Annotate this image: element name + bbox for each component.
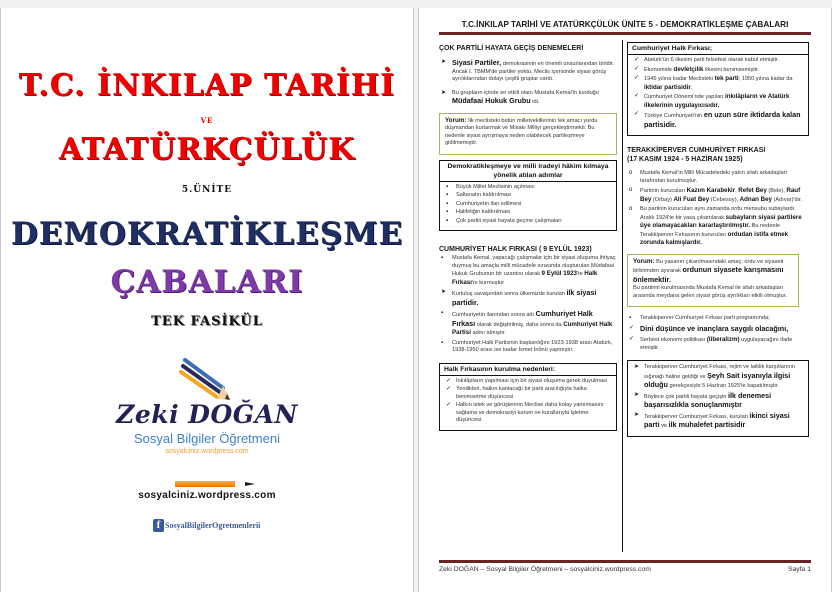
page-header-title: T.C.İNKILAP TARİHİ VE ATATÜRKÇÜLÜK ÜNİTE 5 - DEMOKRATİKLEŞME ÇABALARI	[461, 20, 789, 29]
list-item: ▪ Halifeliğin kaldırılması	[446, 209, 511, 215]
list-item: ➤ Terakkiperver Cumhuriyet Fırkası, kurulan ikinci siyasi parti ve ilk muhalefet partisidir.	[634, 410, 790, 429]
check-bullet-icon: ✓	[634, 65, 640, 72]
right-column	[627, 42, 809, 437]
check-bullet-icon: ✓	[629, 336, 635, 342]
list-item: ▪ Cumhuriyetin ilan edilmesi	[446, 200, 522, 207]
comment-label: Yorum:	[633, 257, 655, 265]
square-bullet-icon: ▪	[446, 217, 449, 224]
square-bullet-icon: ▪	[441, 310, 444, 316]
chp-features-list	[632, 57, 804, 130]
list-item: ➤ Siyasi Partiler, demokrasinin en önemli unsurlarından biridir. Ancak I. TBMM'de partiler yoktu. Meclis içerisinde siyasi görüş ayrılıklarından dolayı çeşitli gruplar vardı.	[441, 58, 615, 82]
reasons-list	[444, 378, 612, 425]
check-bullet-icon: ✓	[634, 57, 640, 63]
list-item: ➤ Kurtuluş savaşından sonra ülkemizde kurulan ilk siyasi partidir.	[441, 288, 597, 307]
reasons-box-title: Halk Fırkasının kurulma nedenleri:	[440, 364, 616, 376]
arrow-bullet-icon: ➤	[441, 89, 447, 96]
list-item: ➤ Bu grupların içinde en etkili olanı Mustafa Kemal'in kurduğu Müdafaai Hukuk Grubu idi.	[441, 89, 599, 105]
chp-list	[439, 255, 617, 355]
list-item: ✓ İnkılâpların yapılması için bir siyasi oluşuma gerek duyulması	[446, 377, 608, 384]
circle-bullet-icon: o	[629, 187, 633, 193]
square-bullet-icon: ▪	[446, 209, 449, 215]
list-item: o Partinin kurucuları Kazım Karabekir, Refet Bey (Bele), Rauf Bey (Orbay) Ali Fuat Bey (Cebesoy), Adnan Bey (Adıvar)'dır.	[629, 187, 803, 203]
content-page	[418, 8, 832, 592]
list-item: ✓ Ekonomide devletçilik ilkesini benimsemiştir.	[634, 65, 760, 73]
chp-features-box	[627, 42, 809, 136]
comment-box: Yorum: İlk meclisteki bütün milletvekillerinin tek amacı yurdu düşmandan kurtarmak ve Misakı Milliyi gerçekleştirmekti. Bu nedenle siyasi ayrışmaya neden olabilecek partileşmeye gidilmemiştir.	[439, 113, 617, 155]
check-bullet-icon: ✓	[446, 377, 452, 384]
section-title-chp: CUMHURİYET HALK FIRKASI ( 9 EYLÜL 1923)	[439, 246, 592, 253]
pencil-logo-icon	[179, 358, 239, 403]
comment-box: Yorum: Bu yasanın çıkarılmasındaki amaç; ordu ve siyaseti birbirinden ayırarak ordunun siyasete karışmasını önlemektir. Bu partinin kurulmasında Mustafa Kemal ile silah arkadaşları arasında meydana gelen siyasi görüş ayrılıkları etkili olmuştur.	[627, 254, 799, 308]
cover-title-line2: ATATÜRKÇÜLÜK	[58, 132, 356, 167]
square-bullet-icon: ▪	[629, 315, 632, 321]
logo-author-role: Sosyal Bilgiler Öğretmeni	[134, 431, 280, 446]
list-item: ➤ Terakkiperver Cumhuriyet Fırkası, rejim ve laiklik karşıtlarının sığınağı haline geldiği ve Şeyh Sait isyanıyla ilgisi olduğu gerekçesiyle 5 Haziran 1925'te kapatılmıştır.	[634, 364, 796, 389]
terakkiperver-list	[627, 170, 809, 248]
circle-bullet-icon: o	[629, 206, 633, 212]
list-item: ✓ Cumhuriyet Dönemi'nde yapılan inkılâpların ve Atatürk ilkelerinin uygulayıcısıdır.	[634, 93, 790, 109]
square-bullet-icon: ▪	[441, 255, 444, 261]
comment-label: Yorum:	[445, 116, 467, 124]
reasons-box	[439, 363, 617, 431]
check-bullet-icon: ✓	[634, 111, 640, 117]
list-item: ✓ 1945 yılına kadar Meclisteki tek parti; 1950 yılına kadar da iktidar partisidir.	[634, 75, 793, 91]
closing-list	[632, 364, 804, 431]
site-pencil-bar-icon	[175, 481, 235, 487]
list-item: ✓ Dini düşünce ve inançlara saygılı olacağını,	[629, 323, 789, 333]
list-item: ✓ Atatürk'ün 6 ilkesini parti felsefesi olarak kabul etmiştir.	[634, 57, 780, 63]
section-title-multiparty: ÇOK PARTİLİ HAYATA GEÇİŞ DENEMELERİ	[439, 45, 584, 52]
section-title-terakkiperver: TERAKKİPERVER CUMHURİYET FIRKASI (17 KASIM 1924 - 5 HAZİRAN 1925)	[627, 147, 766, 163]
check-bullet-icon: ✓	[446, 386, 452, 392]
list-item: ➤ Böylece çok partili hayata geçişin ilk denemesi başarısızlıkla sonuçlanmıştır.	[634, 390, 772, 409]
square-bullet-icon: ▪	[446, 183, 449, 190]
footer-rule	[439, 560, 811, 563]
multiparty-list	[439, 59, 617, 107]
arrow-bullet-icon: ➤	[441, 289, 447, 295]
closing-box	[627, 360, 809, 437]
arrow-bullet-icon: ➤	[441, 59, 447, 65]
page-footer-author: Zeki DOĞAN – Sosyal Bilgiler Öğretmeni – sosyalciniz.wordpress.com	[439, 566, 651, 573]
square-bullet-icon: ▪	[446, 200, 449, 207]
list-item: ✓ Serbest ekonomi politikası (liberalizm) uygulayacağını ifade etmiştir.	[629, 336, 793, 351]
header-rule	[439, 32, 811, 35]
circle-bullet-icon: o	[629, 170, 633, 176]
page-number: Sayfa 1	[787, 566, 811, 573]
list-item: ▪ Çok partili siyasi hayata geçme çalışmaları	[446, 217, 562, 224]
square-bullet-icon: ▪	[446, 192, 449, 198]
arrow-bullet-icon: ➤	[634, 364, 640, 370]
steps-list	[444, 184, 612, 226]
check-bullet-icon: ✓	[634, 93, 640, 99]
logo-author-name: Zeki DOĞAN	[116, 400, 298, 429]
list-item: o Bu partinin kurucuları aynı zamanda ordu mensubu subaylardı. Aralık 1924'te bir yasa çıkartılarak subayların siyasi partilere üye olamayacakları kararlaştırılmıştır. Bu nedenle Terakkiperver Fırkasının kurucuları ordudan istifa etmek zorunda kalmışlardır.	[629, 206, 802, 246]
list-item: ✓ Türkiye Cumhuriyeti'nin en uzun süre iktidarda kalan partisidir.	[634, 110, 801, 129]
list-item: ▪ Saltanatın kaldırılması	[446, 192, 512, 198]
list-item: ▪ Terakkiperver Cumhuriyet Fırkası parti programında;	[629, 315, 770, 321]
cover-page	[0, 8, 414, 592]
list-item: ▪ Cumhuriyetin ilanından sonra adı Cumhuriyet Halk Fırkası olarak değiştirilmiş, daha sonra da Cumhuriyet Halk Partisi adını almıştır.	[441, 309, 613, 336]
arrow-bullet-icon: ➤	[634, 411, 640, 418]
logo-site: sosyalciniz.wordpress.com	[165, 448, 249, 455]
square-bullet-icon: ▪	[441, 339, 444, 346]
cover-title-line1: T.C. İNKILAP TARİHİ	[18, 68, 396, 103]
steps-box	[439, 160, 617, 232]
cover-unit: 5.ÜNİTE	[181, 185, 233, 195]
check-bullet-icon: ✓	[634, 75, 640, 81]
list-item: ▪ Mustafa Kemal, yapacağı çalışmalar için bir siyasi oluşuma ihtiyaç duymuş bu amaçla milli mücadele sırasında oluşturulan Müdafaai Hukuk Grubunun bir uzantısı olarak 9 Eylül 1923'te Halk Fırkası'nı kurmuştur	[441, 255, 616, 286]
list-item: ▪ Büyük Millet Meclisinin açılması	[446, 183, 535, 190]
list-item: ▪ Cumhuriyet Halk Partisinin başkanlığını 1923-1938 arası Atatürk, 1938-1950 arası ise kadar İsmet İnönü yapmıştır.	[441, 339, 613, 353]
arrow-bullet-icon: ➤	[634, 391, 640, 398]
steps-box-title: Demokratikleşmeye ve milli iradeyi hâkim kılmaya yönelik atılan adımlar	[440, 161, 616, 182]
list-item: o Mustafa Kemal'in Milli Mücadeledeki yakın silah arkadaşları tarafından kurulmuştur.	[629, 170, 788, 184]
facebook-icon: f	[153, 519, 164, 532]
list-item: ✓ Halkın istek ve görüşlerinin Meclise daha kolay yansımasını sağlama ve demokrasiyi kurum ve kurallarıyla işletme düşüncesi.	[446, 402, 604, 423]
cover-title-ve: VE	[200, 116, 214, 125]
facebook-handle: SosyalBilgilerOgretmenlerii	[165, 521, 261, 530]
cover-subject-line1: DEMOKRATİKLEŞME	[10, 216, 404, 252]
cover-subject-line2: ÇABALARI	[110, 264, 304, 300]
left-column	[439, 44, 617, 431]
list-item: ✓ Yenilikleri, halkın katılacağı bir parti aracılığıyla halka benimsetme düşüncesi	[446, 386, 587, 400]
site-url-link[interactable]: sosyalciniz.wordpress.com	[138, 490, 276, 501]
facebook-link[interactable]	[153, 519, 260, 532]
check-bullet-icon: ✓	[446, 402, 452, 408]
cover-edition: TEK FASİKÜL	[151, 314, 263, 329]
chp-features-title: Cumhuriyet Halk Fırkası;	[628, 43, 808, 55]
program-list	[627, 315, 809, 352]
check-bullet-icon: ✓	[629, 324, 635, 331]
column-divider	[622, 40, 623, 552]
site-pencil-tip-icon	[245, 482, 255, 486]
